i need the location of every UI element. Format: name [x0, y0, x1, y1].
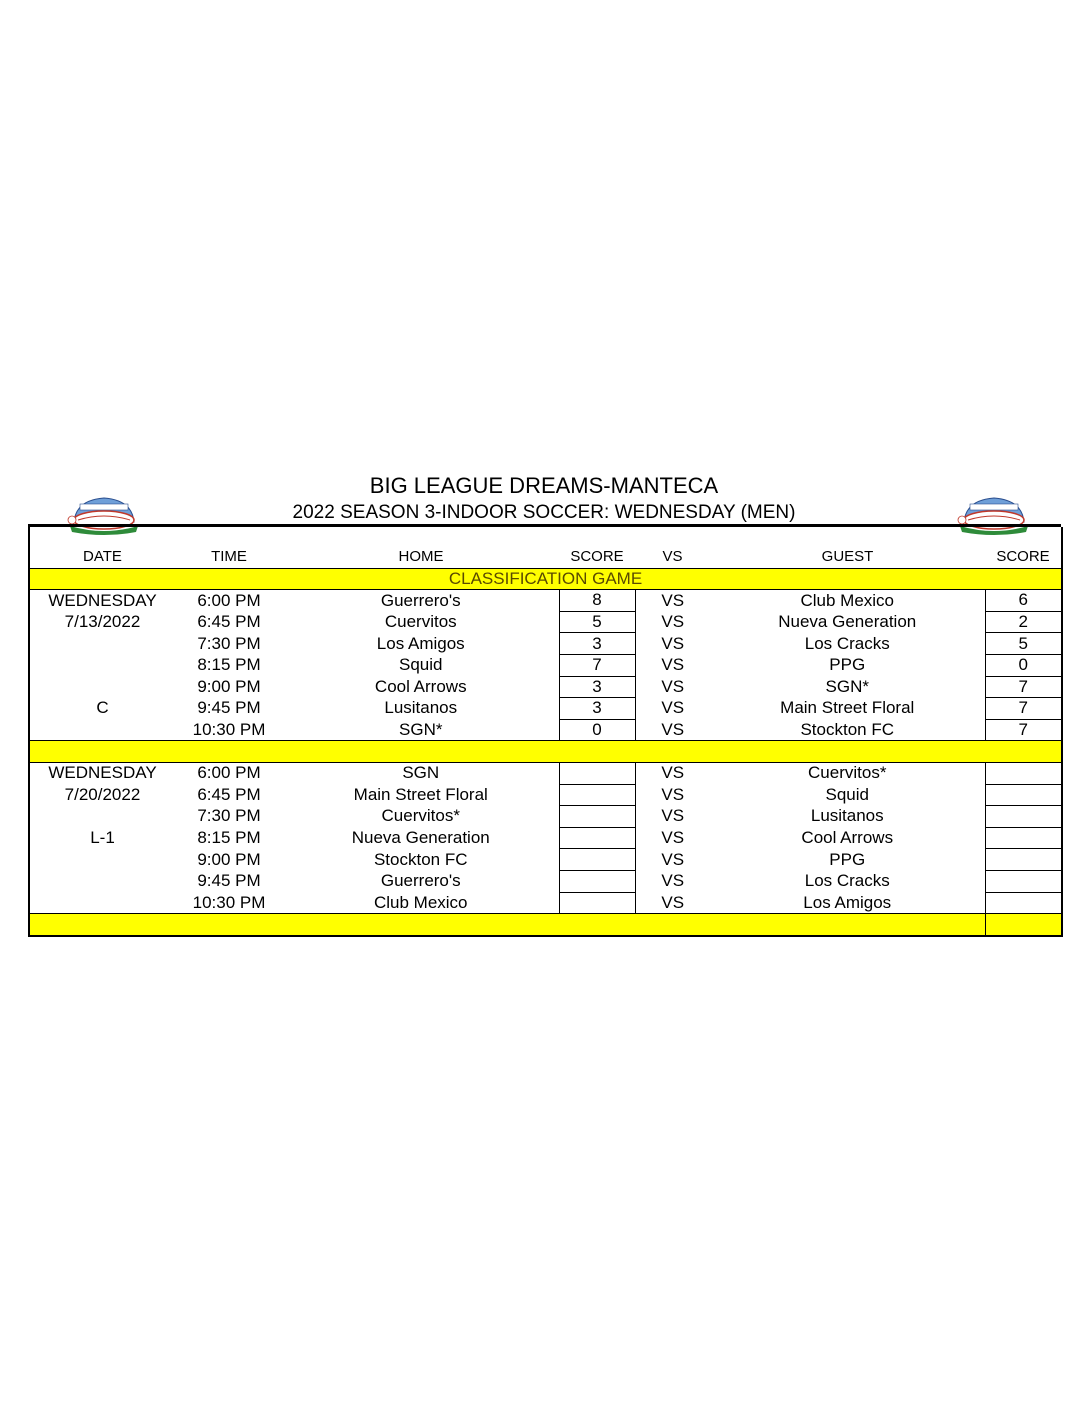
home-score: 3 [559, 633, 635, 655]
home-team: Cool Arrows [374, 676, 467, 696]
guest-team: Los Amigos [803, 892, 892, 912]
game-row [29, 762, 1062, 784]
game-date: L-1 [90, 828, 115, 848]
schedule-table [28, 527, 1063, 937]
col-header-home: HOME [283, 547, 559, 568]
game-time: 9:45 PM [197, 871, 261, 891]
footer-bar [29, 914, 985, 936]
game-time: 9:45 PM [197, 698, 261, 718]
home-score: 5 [559, 611, 635, 633]
guest-team: Cool Arrows [801, 828, 894, 848]
guest-score: 0 [985, 654, 1062, 676]
game-time: 6:00 PM [197, 590, 261, 610]
vs-label: VS [635, 806, 710, 828]
col-header-guest-score: SCORE [985, 547, 1062, 568]
col-header-date: DATE [29, 547, 175, 568]
guest-score: 6 [985, 590, 1062, 612]
game-row [29, 806, 1062, 828]
game-time: 6:45 PM [197, 612, 261, 632]
page-title: BIG LEAGUE DREAMS-MANTECA [369, 473, 719, 498]
game-date [29, 633, 175, 655]
spacer-row [29, 527, 1062, 547]
guest-score [985, 806, 1062, 828]
week1-banner-row [29, 568, 1062, 590]
game-date [29, 719, 175, 741]
vs-label: VS [635, 870, 710, 892]
game-row [29, 676, 1062, 698]
game-time: 8:15 PM [197, 655, 261, 675]
vs-label: VS [635, 849, 710, 871]
home-score [559, 806, 635, 828]
guest-score [985, 892, 1062, 914]
vs-label: VS [635, 719, 710, 741]
game-date [29, 892, 175, 914]
home-score [559, 892, 635, 914]
game-time: 7:30 PM [197, 633, 261, 653]
vs-label: VS [635, 611, 710, 633]
home-team: Squid [399, 655, 443, 675]
guest-score: 7 [985, 698, 1062, 720]
game-row [29, 892, 1062, 914]
guest-team: PPG [829, 849, 866, 869]
game-date [29, 654, 175, 676]
game-date: WEDNESDAY [48, 590, 157, 610]
home-score [559, 870, 635, 892]
home-score [559, 784, 635, 806]
game-date [29, 676, 175, 698]
guest-score: 5 [985, 633, 1062, 655]
home-team: Guerrero's [380, 590, 461, 610]
col-header-home-score: SCORE [559, 547, 635, 568]
home-team: Main Street Floral [353, 784, 488, 804]
guest-score [985, 849, 1062, 871]
vs-label: VS [635, 590, 710, 612]
game-date: 7/20/2022 [64, 784, 141, 804]
game-date: 7/13/2022 [64, 612, 141, 632]
guest-team: Main Street Floral [780, 698, 915, 718]
home-team: Cuervitos [384, 612, 457, 632]
vs-label: VS [635, 633, 710, 655]
guest-team: PPG [829, 655, 866, 675]
game-time: 9:00 PM [197, 849, 261, 869]
game-time: 8:15 PM [197, 828, 261, 848]
vs-label: VS [635, 784, 710, 806]
guest-team: Stockton FC [800, 719, 895, 739]
game-row [29, 590, 1062, 612]
game-row [29, 870, 1062, 892]
col-header-guest: GUEST [710, 547, 985, 568]
separator-bar [29, 741, 1062, 763]
game-row [29, 611, 1062, 633]
game-time: 9:00 PM [197, 676, 261, 696]
guest-team: Nueva Generation [778, 612, 917, 632]
home-score: 7 [559, 654, 635, 676]
game-row [29, 784, 1062, 806]
home-score [559, 762, 635, 784]
home-team: SGN* [399, 719, 443, 739]
game-time: 6:00 PM [197, 763, 261, 783]
vs-label: VS [635, 676, 710, 698]
guest-team: Lusitanos [810, 806, 884, 826]
game-date: C [96, 698, 109, 718]
home-team: Los Amigos [376, 633, 465, 653]
game-time: 6:45 PM [197, 784, 261, 804]
home-score [559, 827, 635, 849]
guest-team: Los Cracks [804, 871, 890, 891]
game-date [29, 806, 175, 828]
home-score: 3 [559, 676, 635, 698]
home-score: 0 [559, 719, 635, 741]
guest-score: 2 [985, 611, 1062, 633]
separator-row [29, 741, 1062, 763]
week1-banner: CLASSIFICATION GAME [29, 568, 1062, 590]
home-team: Club Mexico [373, 892, 468, 912]
vs-label: VS [635, 762, 710, 784]
game-date [29, 849, 175, 871]
game-date: WEDNESDAY [48, 763, 157, 783]
col-header-time: TIME [175, 547, 283, 568]
guest-score [985, 827, 1062, 849]
game-date [29, 870, 175, 892]
guest-score [985, 870, 1062, 892]
header-row [29, 547, 1062, 568]
guest-team: Cuervitos* [808, 763, 887, 783]
game-time: 7:30 PM [197, 806, 261, 826]
home-score [559, 849, 635, 871]
col-header-vs: VS [635, 547, 710, 568]
guest-team: Club Mexico [800, 590, 895, 610]
guest-score [985, 762, 1062, 784]
home-team: SGN [402, 763, 440, 783]
game-row [29, 698, 1062, 720]
home-score: 3 [559, 698, 635, 720]
vs-label: VS [635, 654, 710, 676]
game-row [29, 827, 1062, 849]
footer-bar-end [985, 914, 1062, 936]
vs-label: VS [635, 892, 710, 914]
footer-row [29, 914, 1062, 936]
game-row [29, 633, 1062, 655]
game-row [29, 719, 1062, 741]
guest-score: 7 [985, 676, 1062, 698]
home-team: Cuervitos* [381, 806, 460, 826]
game-row [29, 654, 1062, 676]
page-subtitle: 2022 SEASON 3-INDOOR SOCCER: WEDNESDAY (MEN) [292, 502, 796, 523]
home-team: Guerrero's [380, 871, 461, 891]
home-team: Lusitanos [384, 698, 458, 718]
home-team: Nueva Generation [351, 828, 490, 848]
guest-score [985, 784, 1062, 806]
vs-label: VS [635, 827, 710, 849]
vs-label: VS [635, 698, 710, 720]
guest-team: Squid [825, 784, 869, 804]
guest-score: 7 [985, 719, 1062, 741]
guest-team: SGN* [825, 676, 869, 696]
game-time: 10:30 PM [192, 719, 266, 739]
guest-team: Los Cracks [804, 633, 890, 653]
home-score: 8 [559, 590, 635, 612]
game-time: 10:30 PM [192, 892, 266, 912]
game-row [29, 849, 1062, 871]
home-team: Stockton FC [373, 849, 468, 869]
